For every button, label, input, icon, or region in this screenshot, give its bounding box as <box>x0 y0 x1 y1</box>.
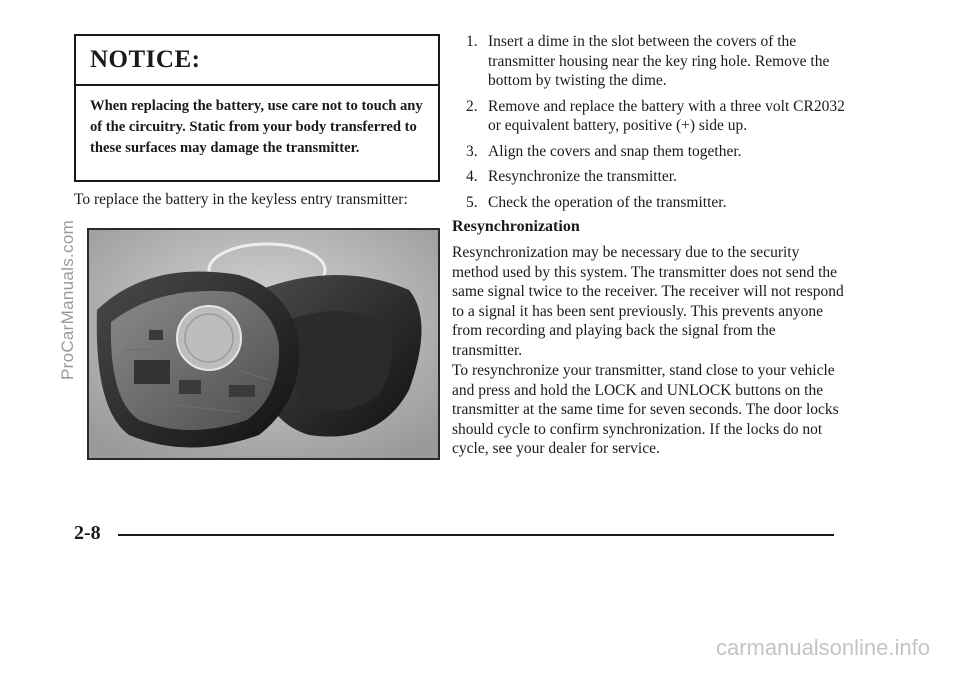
step-number: 4. <box>466 168 478 185</box>
watermark-text: ProCarManuals.com <box>58 219 77 380</box>
notice-title: NOTICE: <box>90 46 201 73</box>
footer-divider <box>118 534 834 536</box>
step-text: Align the covers and snap them together. <box>488 142 742 160</box>
list-item <box>466 167 846 187</box>
step-number: 1. <box>466 33 478 50</box>
list-item <box>466 32 846 91</box>
step-number: 5. <box>466 193 478 211</box>
notice-header <box>76 36 438 86</box>
notice-text: When replacing the battery, use care not to touch any of the circuitry. Static from your body transferred to these surfaces may damage the transmitter. <box>90 98 423 156</box>
list-item <box>466 97 846 136</box>
step-text: Insert a dime in the slot between the covers of the transmitter housing near the key ring hole. Remove the bottom by twisting the dime. <box>488 33 830 89</box>
page-number: 2-8 <box>74 522 101 544</box>
step-text: Resynchronize the transmitter. <box>488 168 677 185</box>
section-heading: Resynchronization <box>452 218 580 235</box>
resync-paragraph-2: To resynchronize your transmitter, stand close to your vehicle and press and hold the LOCK and UNLOCK buttons on the transmitter at the same time for seven seconds. The door locks should cycle to confirm synchronization. If the locks do not cycle, see your dealer for service. <box>452 362 839 457</box>
step-number: 2. <box>466 97 478 115</box>
intro-text: To replace the battery in the keyless entry transmitter: <box>74 191 408 208</box>
battery-steps-list <box>466 32 846 218</box>
list-item <box>466 193 846 213</box>
transmitter-photo <box>87 228 440 460</box>
step-number: 3. <box>466 142 478 160</box>
resync-paragraph-1: Resynchronization may be necessary due to the security method used by this system. The transmitter does not send the same signal twice to the receiver. The receiver will not respond to a signal it has been sent previously. This prevents anyone from recording and playing back the signal from the transmitter. <box>452 244 844 359</box>
list-item <box>466 142 846 162</box>
notice-box <box>74 34 440 182</box>
step-text: Check the operation of the transmitter. <box>488 193 727 211</box>
site-footer-text: carmanualsonline.info <box>715 635 930 660</box>
step-text: Remove and replace the battery with a three volt CR2032 or equivalent battery, positive (+) side up. <box>488 97 845 134</box>
